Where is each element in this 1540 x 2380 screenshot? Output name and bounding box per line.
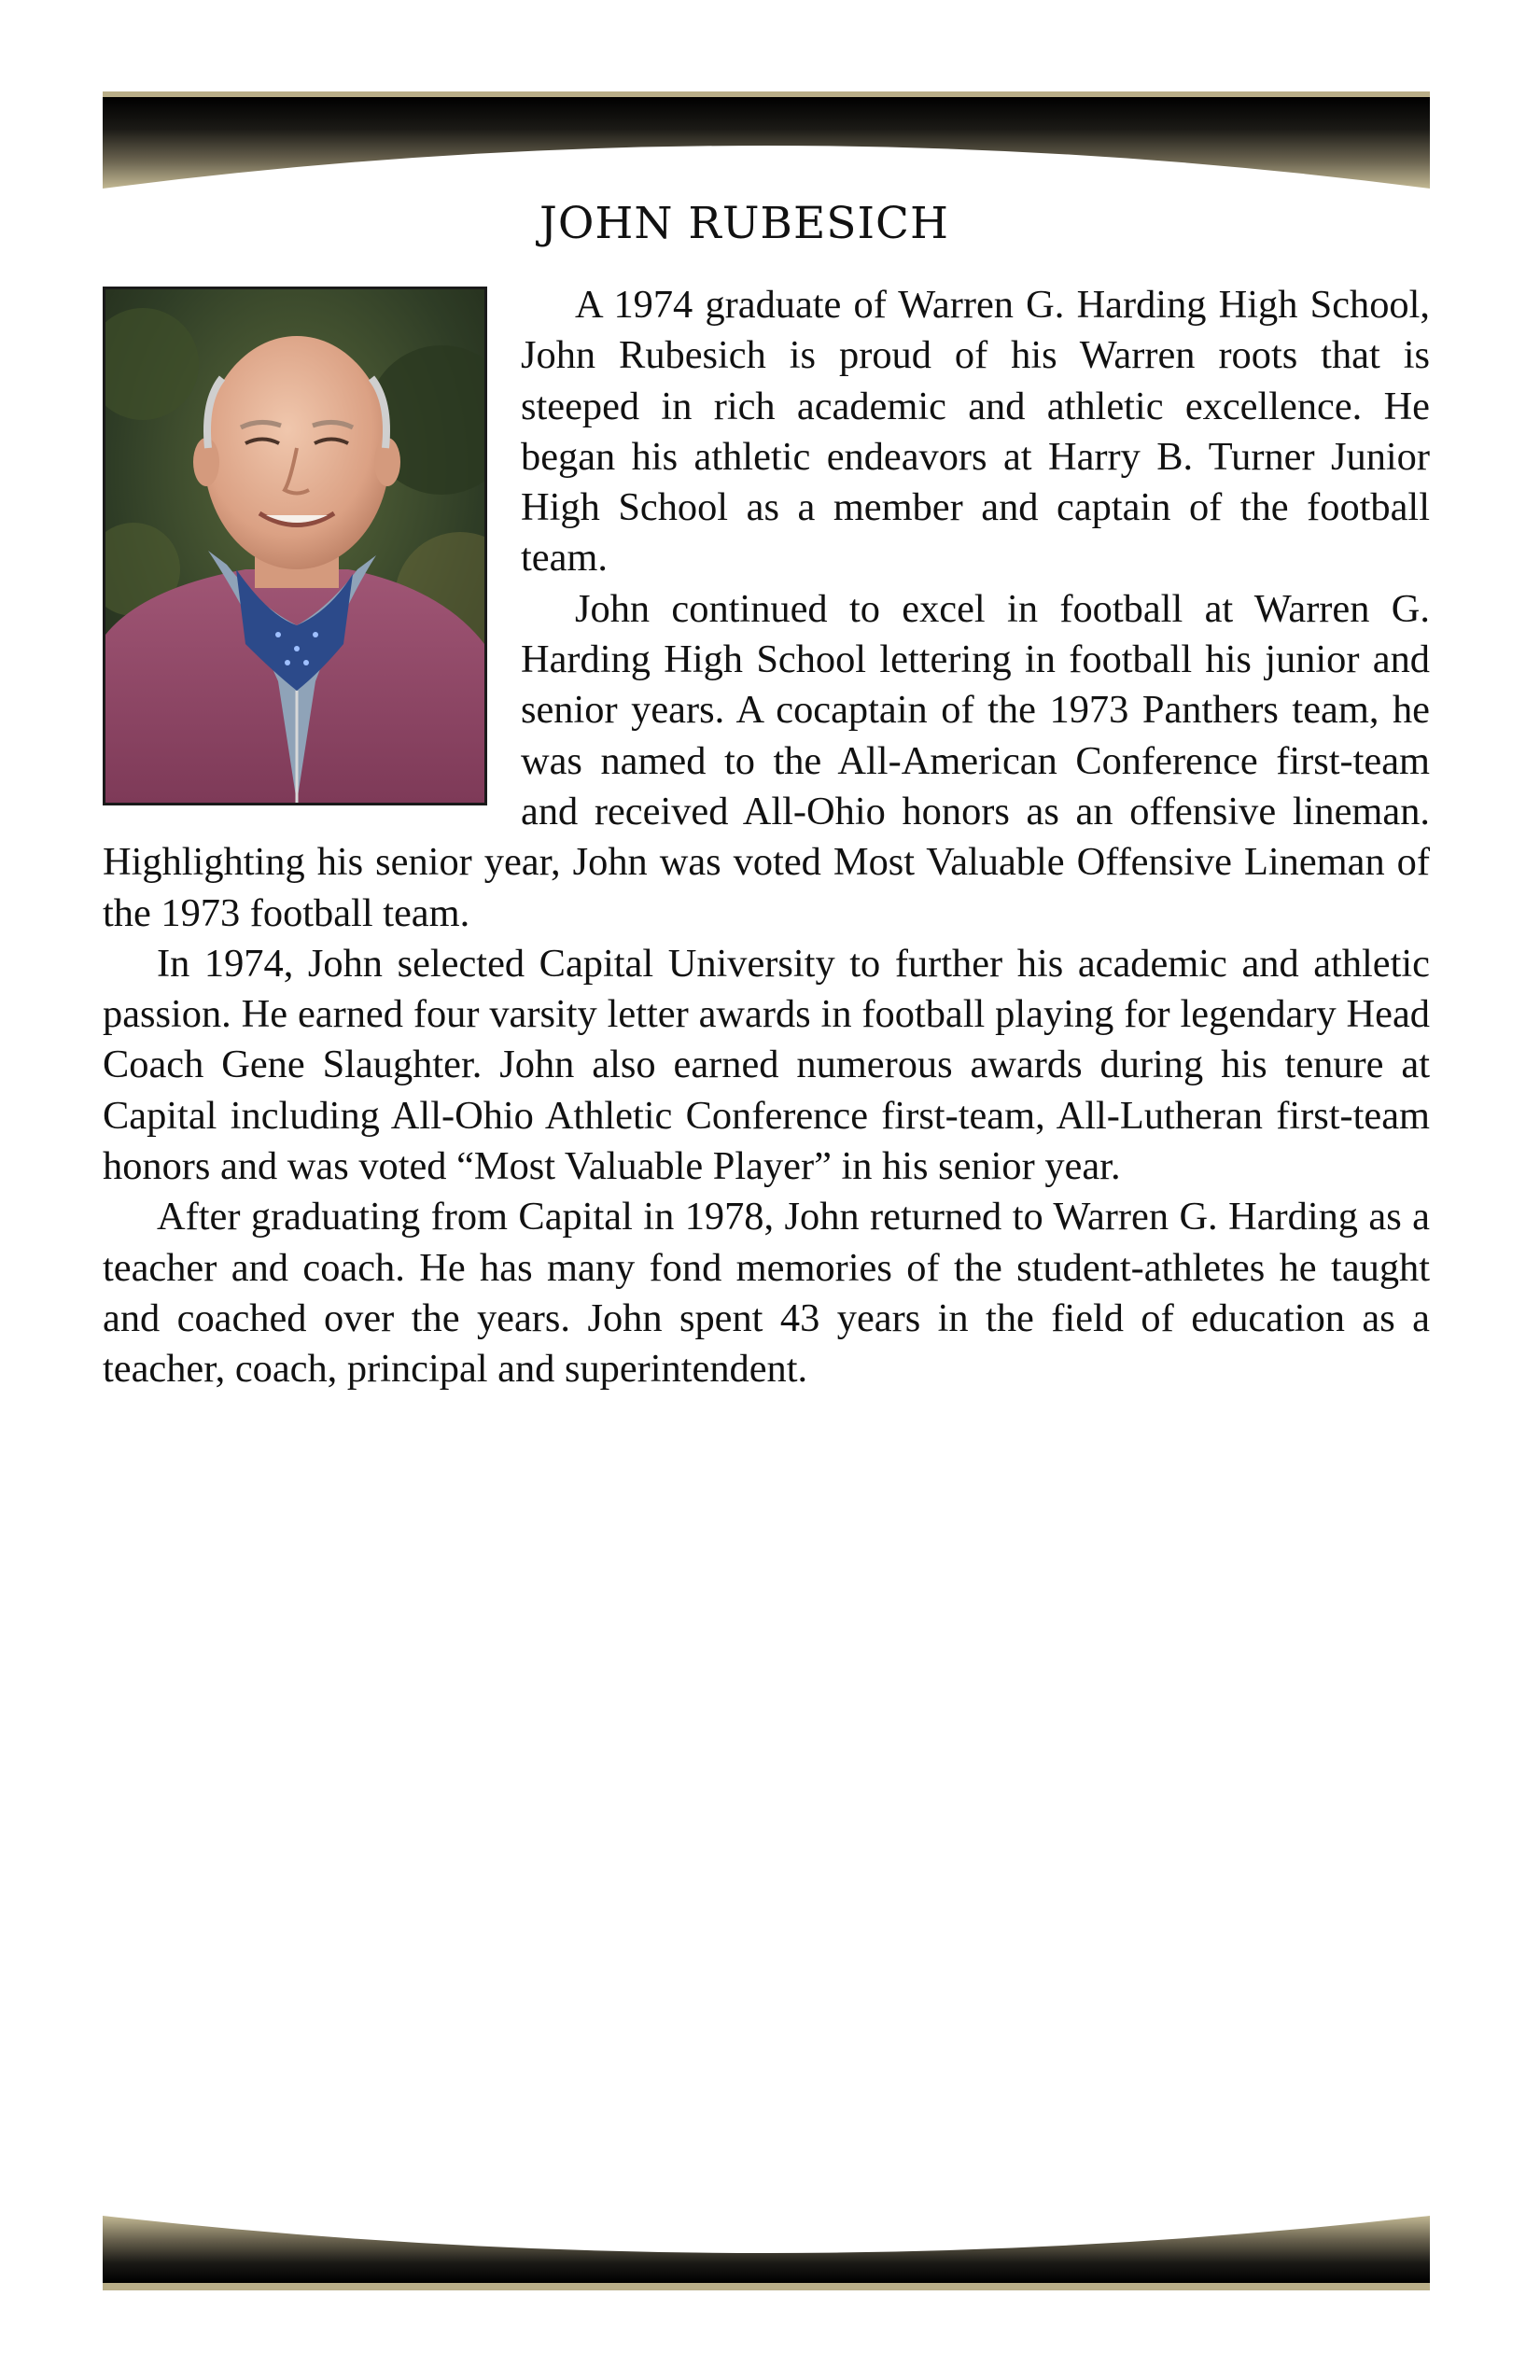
bio-paragraph-1: A 1974 graduate of Warren G. Harding High School, John Rubesich is proud of his Warren roots that is steeped in rich academic and athletic excellence. He began his athletic endeavors at Harry B. Turner Junior High School as a member and captain of the football team. (521, 283, 1430, 581)
bio-paragraph-4: After graduating from Capital in 1978, John returned to Warren G. Harding as a teacher and coach. He has many fond memories of the student-athletes he taught and coached over the years. John spent 43 years in the field of education as a teacher, coach, principal and superintendent. (103, 1195, 1430, 1392)
inductee-name-heading: JOHN RUBESICH (539, 198, 949, 249)
bio-paragraph-3: In 1974, John selected Capital University to further his academic and athletic passion. He earned four varsity letter awards in football playing for legendary Head Coach Gene Slaughter. John also earned numerous awards during his tenure at Capital including All-Ohio Athletic Conference first-team, All-Lutheran first-team honors and was voted “Most Valuable Player” in his senior year. (103, 941, 1430, 1189)
photo-wrap-spacer (103, 280, 521, 819)
biography-text (103, 280, 1430, 1395)
bottom-decorative-banner (103, 2212, 1430, 2290)
top-banner-graphic (103, 91, 1430, 194)
top-decorative-banner (103, 91, 1430, 194)
bottom-banner-graphic (103, 2212, 1430, 2290)
bio-paragraph-2: John continued to excel in football at Warren G. Harding High School lettering in football his junior and senior years. A cocaptain of the 1973 Panthers team, he was named to the All-American Conference first-team and received All-Ohio honors as an offensive lineman. Highlighting his senior year, John was voted Most Valuable Offensive Lineman of the 1973 football team. (103, 586, 1430, 935)
